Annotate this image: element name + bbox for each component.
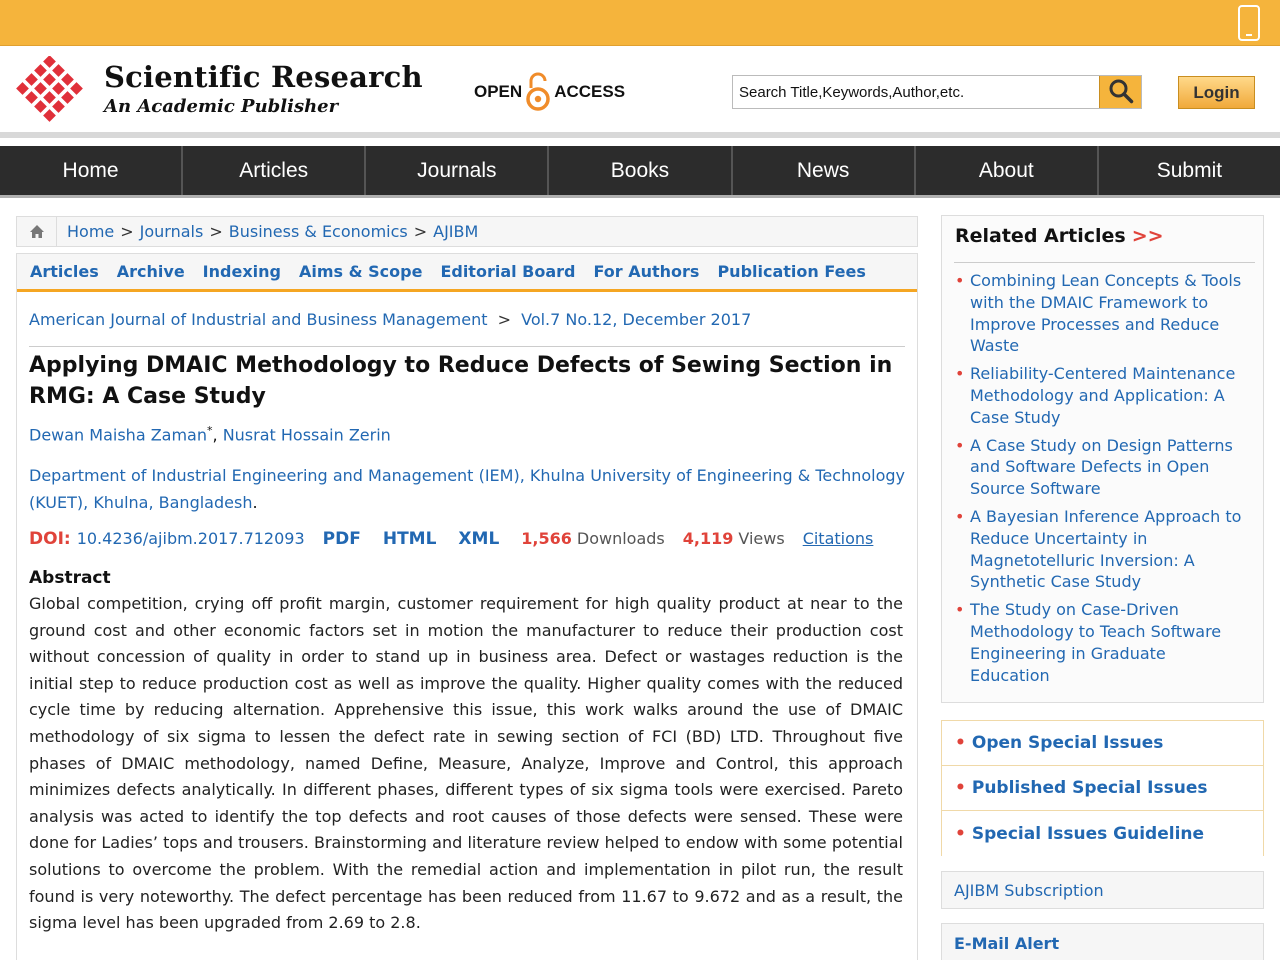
breadcrumb-ajibm[interactable]: AJIBM: [433, 222, 479, 241]
bullet: •: [955, 778, 966, 798]
tab-editorial-board[interactable]: Editorial Board: [440, 262, 576, 281]
subscription-link[interactable]: AJIBM Subscription: [941, 871, 1264, 909]
special-issues-guideline-link[interactable]: [942, 811, 1263, 856]
open-access-lock-icon: [525, 72, 551, 112]
tab-indexing[interactable]: Indexing: [202, 262, 281, 281]
breadcrumb-home[interactable]: Home: [67, 222, 115, 241]
related-articles-panel: [941, 215, 1264, 703]
related-articles-heading: [955, 225, 1164, 247]
open-access-left: OPEN: [474, 82, 523, 101]
views-count: 4,119: [682, 529, 734, 548]
abstract-heading: Abstract: [29, 568, 111, 588]
home-icon[interactable]: [17, 217, 57, 246]
brand-title[interactable]: Scientific Research: [104, 60, 423, 94]
author-list: [29, 424, 391, 444]
search-button[interactable]: [1099, 76, 1141, 108]
related-article-link[interactable]: • Combining Lean Concepts & Tools with the DMAIC Framework to Improve Processes and Reduce Waste: [954, 270, 1250, 357]
top-strip: [0, 0, 1280, 46]
bullet: •: [955, 733, 966, 753]
nav-news[interactable]: News: [733, 146, 916, 195]
author-link[interactable]: Nusrat Hossain Zerin: [222, 425, 391, 445]
login-button[interactable]: Login: [1178, 76, 1255, 109]
breadcrumb: [16, 216, 918, 247]
views-label: Views: [738, 529, 785, 548]
tab-archive[interactable]: Archive: [116, 262, 185, 281]
site-header: [0, 46, 1280, 138]
journal-link[interactable]: American Journal of Industrial and Business Management: [29, 310, 488, 329]
issue-link[interactable]: Vol.7 No.12, December 2017: [521, 310, 752, 329]
pdf-link[interactable]: PDF: [322, 529, 361, 549]
breadcrumb-journals[interactable]: Journals: [139, 222, 204, 241]
logo-diamond-icon[interactable]: [12, 56, 86, 130]
related-articles-more[interactable]: >>: [1131, 225, 1164, 247]
author-link[interactable]: Dewan Maisha Zaman: [29, 425, 207, 445]
citations-link[interactable]: Citations: [802, 529, 874, 548]
open-access-badge: [474, 72, 625, 112]
author-separator: ,: [212, 425, 218, 445]
related-article-link[interactable]: • A Case Study on Design Patterns and Software Defects in Open Source Software: [954, 435, 1250, 500]
search-input[interactable]: [733, 76, 1099, 108]
search-icon: [1108, 78, 1134, 104]
tab-articles[interactable]: Articles: [30, 262, 99, 281]
main-nav: [0, 146, 1280, 198]
published-special-issues-label: Published Special Issues: [971, 778, 1208, 798]
journal-separator: >: [497, 310, 512, 329]
journal-subnav: [17, 254, 917, 292]
breadcrumb-separator: >: [413, 222, 428, 241]
email-alert-link[interactable]: E-Mail Alert: [941, 923, 1264, 960]
affiliation-link[interactable]: Department of Industrial Engineering and Management (IEM), Khulna University of Engineering & Technology (KUET), Khulna, Bangladesh: [29, 466, 905, 512]
nav-journals[interactable]: Journals: [366, 146, 549, 195]
open-special-issues-label: Open Special Issues: [971, 733, 1164, 753]
tab-publication-fees[interactable]: Publication Fees: [717, 262, 866, 281]
downloads-label: Downloads: [576, 529, 665, 548]
affiliation-end: .: [252, 493, 258, 512]
article-title: Applying DMAIC Methodology to Reduce Defects of Sewing Section in RMG: A Case Study: [29, 353, 893, 409]
doi-label: DOI:: [29, 529, 71, 549]
related-articles-title: Related Articles: [955, 225, 1126, 247]
divider: [954, 262, 1255, 263]
html-link[interactable]: HTML: [382, 529, 437, 549]
special-issues-guideline-label: Special Issues Guideline: [971, 823, 1205, 844]
open-access-right: ACCESS: [554, 82, 626, 101]
nav-submit[interactable]: Submit: [1156, 158, 1223, 182]
breadcrumb-separator: >: [209, 222, 223, 241]
tab-aims-scope[interactable]: Aims & Scope: [298, 262, 423, 281]
bullet: •: [955, 823, 966, 844]
affiliation: [29, 462, 905, 516]
search-box: [732, 75, 1142, 109]
nav-articles[interactable]: Articles: [183, 146, 366, 195]
brand-subtitle: An Academic Publisher: [104, 96, 339, 117]
divider: [29, 346, 905, 347]
tab-for-authors[interactable]: For Authors: [593, 262, 700, 281]
abstract-text: Global competition, crying off profit margin, customer requirement for high quality product at near to the ground cost and other economic factors set in motion the manufacturer to reduce their production cost without concession of quality in order to stand up in business area. Defect or wastages reduction is the initial step to reduce production cost as well as improve the quality. Higher quality comes with the reduced cycle time by reducing alternation. Apprehensive this issue, this work walks around the use of DMAIC methodology of six sigma to lessen the defect rate in sewing section of FCI (BD) LTD. Throughout five phases of DMAIC methodology, named Define, Measure, Analyze, Improve and Control, this approach minimizes defects analytically. In different phases, different types of six sigma tools were exercised. Pareto analysis was acted to identify the top defects and root causes of those defects were sensed. These were done for Ladies’ tops and trousers. Brainstorming and literature review helped to endow with some potential solutions to overcome the problem. With the remedial action and implementation in pilot run, the result found is very noteworthy. The defect percentage has been reduced from 11.67 to 9.672 and as a result, the sigma level has been upgraded from 2.69 to 2.8.: [29, 594, 903, 933]
nav-about[interactable]: About: [916, 146, 1099, 195]
downloads-count: 1,566: [521, 529, 572, 548]
related-article-link[interactable]: • A Bayesian Inference Approach to Reduce Uncertainty in Magnetotelluric Inversion: A Synthetic Case Study: [954, 506, 1250, 593]
special-issues-panel: [941, 720, 1264, 856]
related-article-link[interactable]: • Reliability-Centered Maintenance Methodology and Application: A Case Study: [954, 363, 1250, 428]
doi-link[interactable]: 10.4236/ajibm.2017.712093: [76, 529, 305, 548]
xml-link[interactable]: XML: [458, 529, 500, 549]
phone-icon[interactable]: [1238, 5, 1260, 41]
open-special-issues-link[interactable]: [942, 721, 1263, 766]
corresponding-author-mark: *: [207, 424, 213, 437]
doi-row: [29, 529, 909, 549]
related-article-link[interactable]: • The Study on Case-Driven Methodology to Teach Software Engineering in Graduate Education: [954, 599, 1250, 686]
article-card: [16, 253, 918, 960]
nav-home[interactable]: Home: [0, 146, 183, 195]
breadcrumb-business-economics[interactable]: Business & Economics: [228, 222, 408, 241]
related-articles-list: [954, 270, 1250, 692]
nav-books[interactable]: Books: [549, 146, 732, 195]
journal-issue-line: [29, 310, 751, 329]
breadcrumb-separator: >: [120, 222, 134, 241]
published-special-issues-link[interactable]: [942, 766, 1263, 811]
